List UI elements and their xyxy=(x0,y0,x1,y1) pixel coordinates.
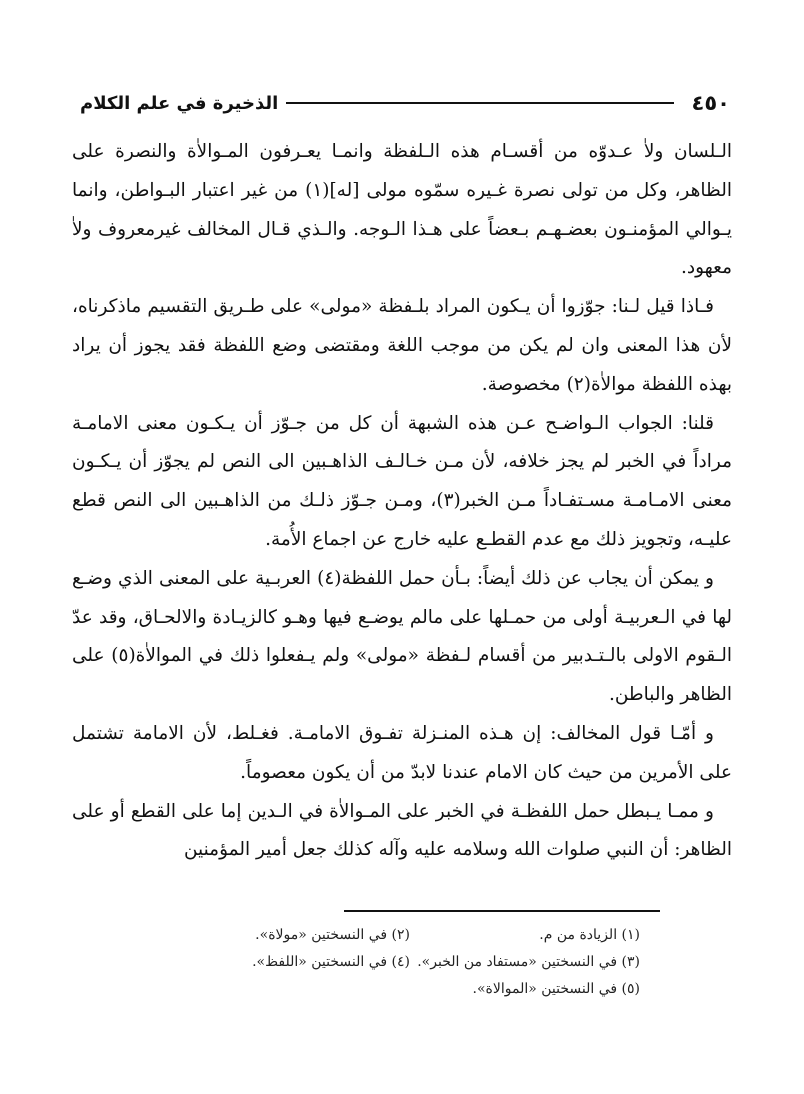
footnote: (٣) في النسختين «مستفاد من الخبر». xyxy=(417,954,640,970)
footnotes xyxy=(80,922,640,1003)
footnote-row xyxy=(80,922,640,949)
header-rule xyxy=(286,102,673,104)
paragraph: الـلسان ولاٰ عـدوّه من أقسـام هذه الـلفظة وانمـا يعـرفون المـوالاٰة والنصرة على الظاهر، وكل من تولى نصرة غـيره سمّوه مولى [له](١) من غير اعتبار البـواطن، وانما يـوالي المؤمنـون بعضـهـم بـعضاً على هـذا الـوجه. والـذي قـال المخالف غيرمعروف ولاٰ معهود. xyxy=(72,141,732,279)
book-title: الذخيرة في علم الكلام xyxy=(80,92,279,114)
footnote-row xyxy=(80,976,640,1003)
footnote-row xyxy=(80,949,640,976)
footnote: (٤) في النسختين «اللفظ». xyxy=(252,954,410,970)
main-text xyxy=(72,133,732,870)
paragraph: و أمّـا قول المخالف: إن هـذه المنـزلة تفـوق الامامـة. فغـلط، لأن الامامة تشتمل على الأمرين من حيث كان الامام عندنا لابدّ من أن يكون معصوماً. xyxy=(72,722,732,783)
paragraph: قلنا: الجواب الـواضـح عـن هذه الشبهة أن كل من جـوّز أن يـكـون معنى الامامـة مراداً في الخبر لم يجز خلافه، لأن مـن خـالـف الذاهـبين الى النص لم يجوّز أن يـكـون معنى الامـامـة مسـتفـاداً مـن الخبر(٣)، ومـن جـوّز ذلـك من الذاهـبين الى النص قطع عليـه، وتجويز ذلك مع عدم القطـع عليه خارج عن اجماع الأُمة. xyxy=(72,412,732,550)
paragraph: و ممـا يـبطل حمل اللفظـة في الخبر على المـوالاٰة في الـدين إما على القطع أو على الظاهر: أن النبي صلوات الله وسلامه عليه وآله كذلك جعل أمير المؤمنين xyxy=(72,800,732,861)
footnote: (١) الزيادة من م. xyxy=(539,927,640,943)
running-header xyxy=(80,86,730,120)
footnote: (٢) في النسختين «مولاة». xyxy=(255,927,410,943)
footnote: (٥) في النسختين «الموالاة». xyxy=(472,981,640,997)
paragraph: فـاذا قيل لـنا: جوّزوا أن يـكون المراد بلـفظة «مولى» على طـريق التقسيم ماذكرناه، لأن هذا المعنى وان لم يكن من موجب اللغة ومقتضى وضع اللفظة فقد يجوز أن يراد بهذه اللفظة موالاٰة(٢) مخصوصة. xyxy=(72,296,732,395)
footnote-separator xyxy=(344,910,660,912)
paragraph: و يمكن أن يجاب عن ذلك أيضاً: بـأن حمل اللفظة(٤) العربـية على المعنى الذي وضـع لها في الـعربيـة أولى من حمـلها على مالم يوضـع فيها وهـو كالزيـادة والالحـاق، وقد عدّ الـقوم الاولى بالـتـدبير من أقسام لـفظة «مولى» ولم يـفعلوا ذلك في الموالاٰة(٥) على الظاهر والباطن. xyxy=(72,567,732,706)
page-number: ٤٥٠ xyxy=(691,91,730,115)
